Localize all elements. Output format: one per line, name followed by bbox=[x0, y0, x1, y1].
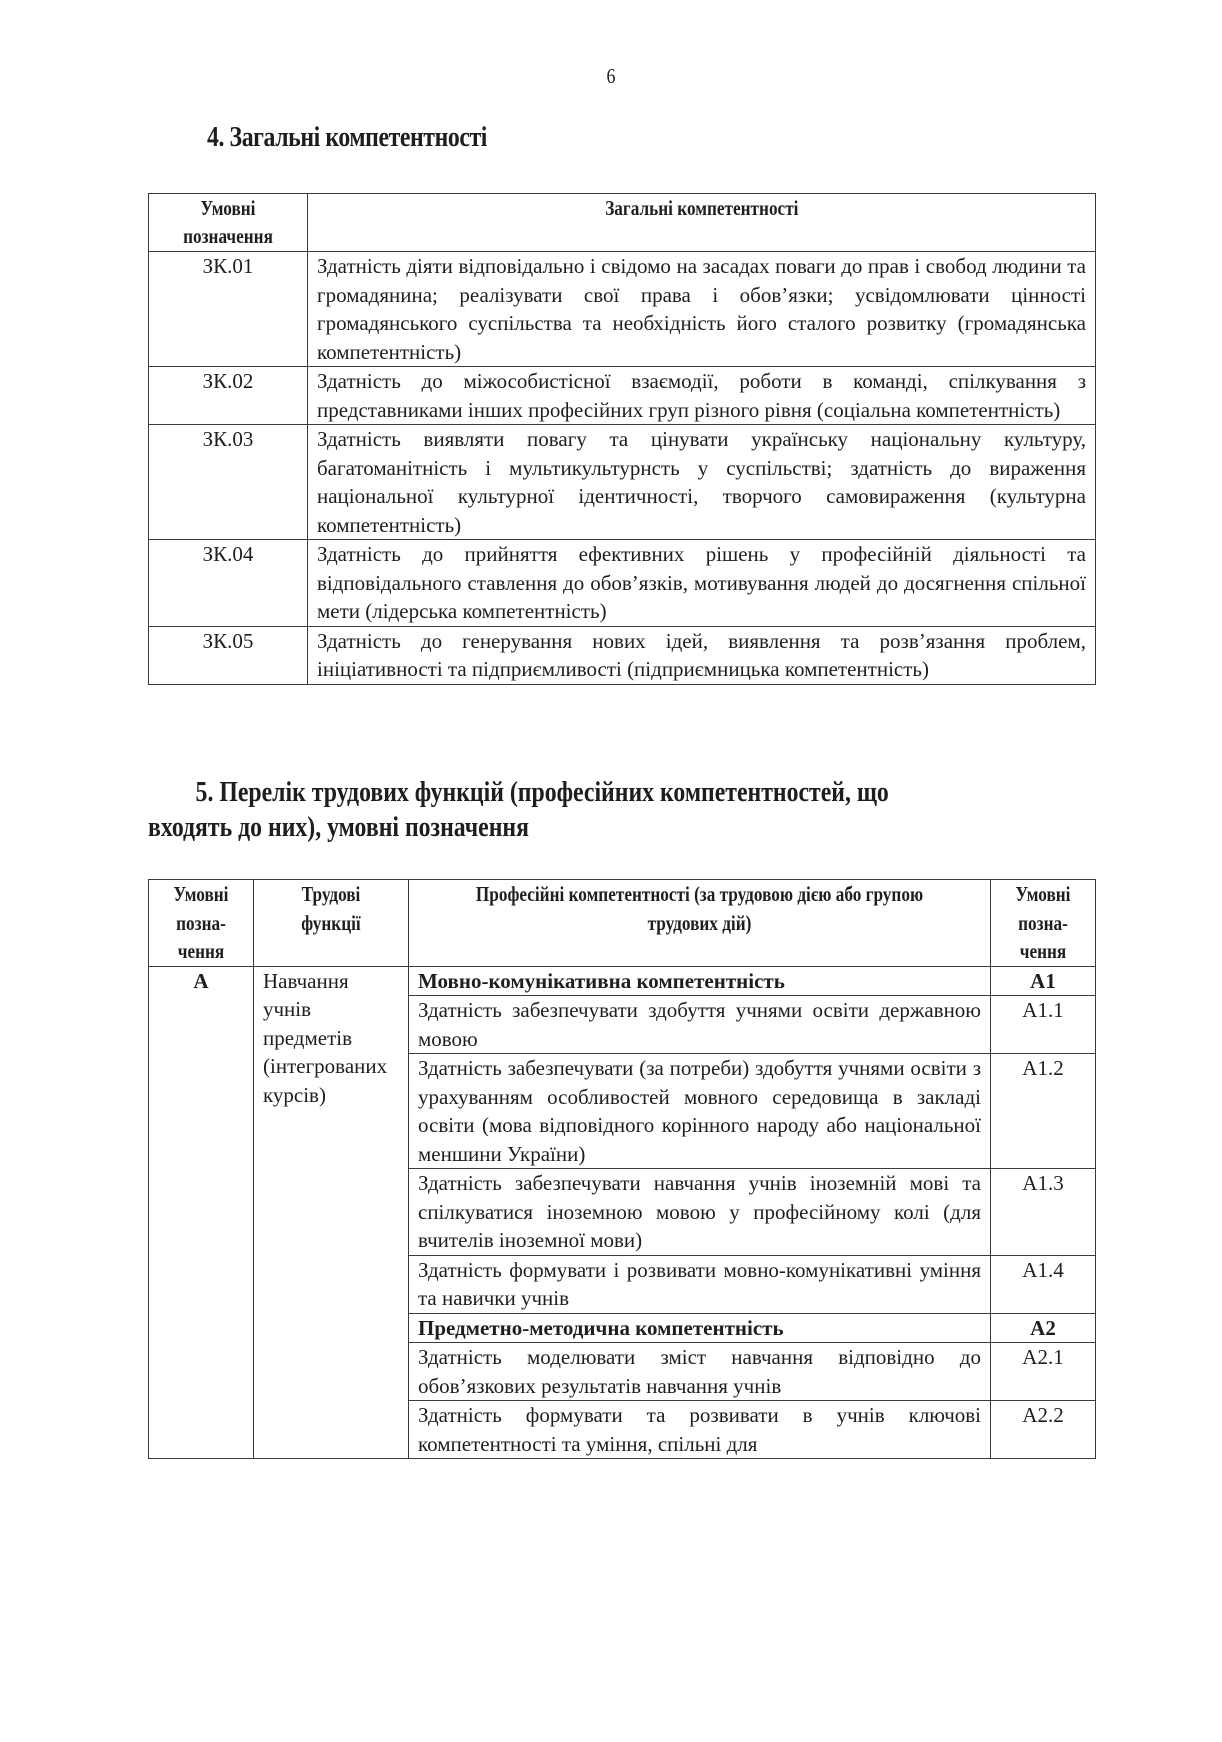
competence-text: Здатність формувати і розвивати мовно-комунікативні уміння та навички учнів bbox=[409, 1255, 991, 1313]
competence-text: Здатність забезпечувати здобуття учнями освіти державною мовою bbox=[409, 996, 991, 1054]
competence-text: Здатність формувати та розвивати в учнів ключові компетентності та уміння, спільні для bbox=[409, 1401, 991, 1459]
table-row bbox=[149, 425, 1096, 540]
competence-group-title: Мовно-комунікативна компетентність bbox=[409, 966, 991, 996]
competence-code: ЗК.05 bbox=[149, 626, 308, 684]
function-name: Навчання учнів предметів (інтегрованих курсів) bbox=[254, 966, 409, 1459]
header-general-competences bbox=[308, 194, 1096, 252]
header-competence-codes-text: Умовні позна-чення bbox=[1015, 882, 1071, 963]
competence-code: ЗК.01 bbox=[149, 252, 308, 367]
competence-text: Здатність діяти відповідально і свідомо на засадах поваги до прав і свобод людини та громадянина; реалізувати свої права і обов’язки; усвідомлювати цінності громадянського суспільства та необхідність його сталого розвитку (громадянська компетентність) bbox=[308, 252, 1096, 367]
table-row bbox=[149, 626, 1096, 684]
table-header-row bbox=[149, 880, 1096, 967]
competence-group-code: А1 bbox=[991, 966, 1096, 996]
competence-code: ЗК.03 bbox=[149, 425, 308, 540]
competence-group-code: А2 bbox=[991, 1313, 1096, 1343]
header-professional-competences-text: Професійні компетентності (за трудовою дією або групою трудових дій) bbox=[475, 882, 924, 935]
general-competences-table bbox=[148, 193, 1096, 685]
table-row bbox=[149, 540, 1096, 627]
labor-functions-table bbox=[148, 879, 1096, 1459]
header-codes-text: Умовні позначення bbox=[183, 196, 273, 248]
header-professional-competences bbox=[409, 880, 991, 967]
section-4-heading-text: 4. Загальні компетентності bbox=[207, 121, 487, 153]
competence-code: А1.4 bbox=[991, 1255, 1096, 1313]
section-5-heading-line-2: входять до них), умовні позначення bbox=[148, 811, 529, 843]
competence-code: А1.1 bbox=[991, 996, 1096, 1054]
competence-text: Здатність до міжособистісної взаємодії, роботи в команді, спілкування з представниками інших професійних груп різного рівня (соціальна компетентність) bbox=[308, 367, 1096, 425]
header-labor-functions bbox=[254, 880, 409, 967]
table-row bbox=[149, 252, 1096, 367]
function-code: А bbox=[149, 966, 254, 1459]
table-header-row bbox=[149, 194, 1096, 252]
page-number: 6 bbox=[606, 64, 616, 88]
competence-code: А1.3 bbox=[991, 1169, 1096, 1256]
competence-code: А2.2 bbox=[991, 1401, 1096, 1459]
header-competence-codes bbox=[991, 880, 1096, 967]
section-5-heading bbox=[148, 775, 1096, 845]
competence-text: Здатність моделювати зміст навчання відповідно до обов’язкових результатів навчання учнів bbox=[409, 1343, 991, 1401]
header-general-competences-text: Загальні компетентності bbox=[604, 196, 799, 220]
competence-code: А2.1 bbox=[991, 1343, 1096, 1401]
section-5-heading-line-1: 5. Перелік трудових функцій (професійних компетентностей, що bbox=[195, 776, 889, 808]
table-row bbox=[149, 367, 1096, 425]
competence-code: ЗК.02 bbox=[149, 367, 308, 425]
table-row bbox=[149, 966, 1096, 996]
competence-code: ЗК.04 bbox=[149, 540, 308, 627]
header-codes-text: Умовні позна-чення bbox=[173, 882, 229, 963]
section-4-heading bbox=[207, 121, 548, 154]
competence-code: А1.2 bbox=[991, 1054, 1096, 1169]
header-labor-functions-text: Трудові функції bbox=[301, 882, 361, 935]
competence-group-title: Предметно-методична компетентність bbox=[409, 1313, 991, 1343]
competence-text: Здатність забезпечувати навчання учнів іноземній мові та спілкуватися іноземною мовою у професійному колі (для вчителів іноземної мови) bbox=[409, 1169, 991, 1256]
competence-text: Здатність до генерування нових ідей, виявлення та розв’язання проблем, ініціативності та підприємливості (підприємницька компетентність) bbox=[308, 626, 1096, 684]
competence-text: Здатність виявляти повагу та цінувати українську національну культуру, багатоманітність і мультикультурнсть у суспільстві; здатність до вираження національної культурної ідентичності, творчого самовираження (культурна компетентність) bbox=[308, 425, 1096, 540]
competence-text: Здатність до прийняття ефективних рішень у професійній діяльності та відповідального ставлення до обов’язків, мотивування людей до досягнення спільної мети (лідерська компетентність) bbox=[308, 540, 1096, 627]
competence-text: Здатність забезпечувати (за потреби) здобуття учнями освіти з урахуванням особливостей мовного середовища в закладі освіти (мова відповідного корінного народу або національної меншини України) bbox=[409, 1054, 991, 1169]
header-codes bbox=[149, 194, 308, 252]
header-codes bbox=[149, 880, 254, 967]
